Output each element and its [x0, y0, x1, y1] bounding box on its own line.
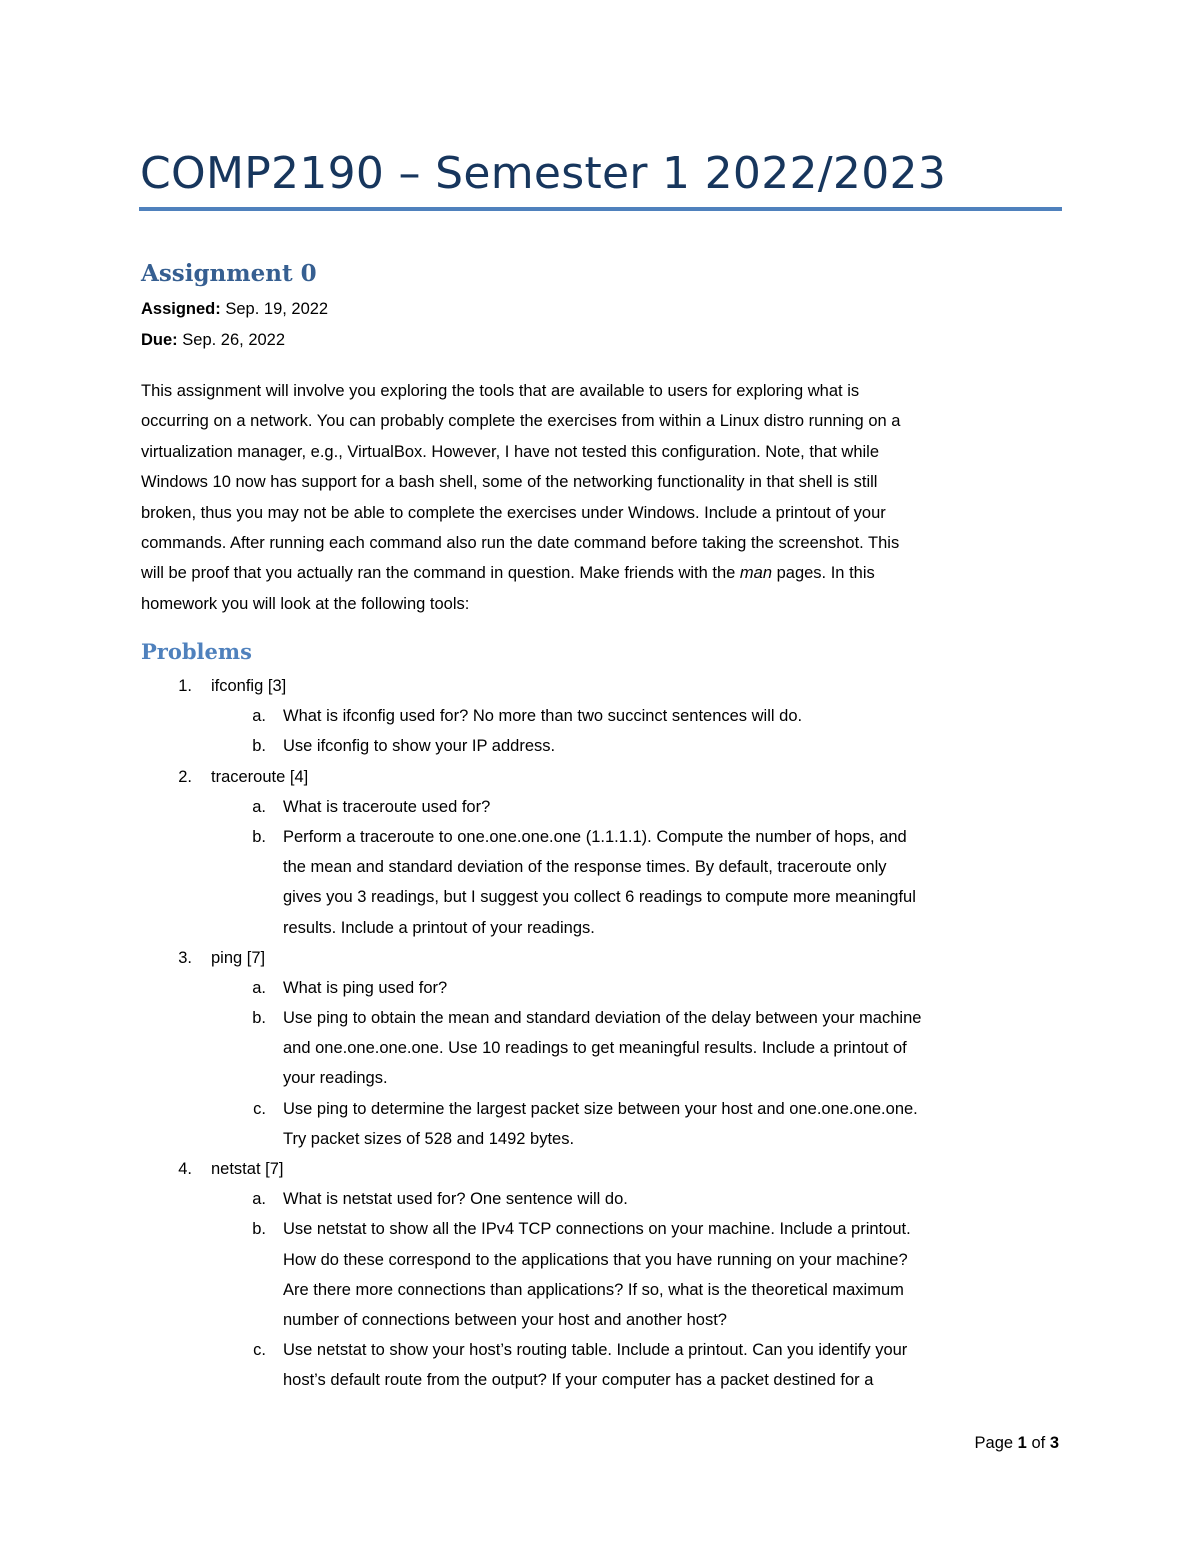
problem-title: traceroute [4]	[211, 767, 309, 786]
subquestion	[0, 731, 1200, 761]
assigned-date: Sep. 19, 2022	[225, 300, 329, 318]
subquestion-text	[283, 1003, 1073, 1094]
subquestion-line: your readings.	[283, 1069, 388, 1088]
problem-number: 1.	[178, 677, 192, 695]
due-label: Due:	[141, 331, 178, 349]
assigned-date-line	[141, 299, 328, 319]
assignment-heading: Assignment 0	[141, 260, 317, 287]
assigned-label: Assigned:	[141, 300, 221, 318]
due-date: Sep. 26, 2022	[182, 331, 286, 349]
subquestion-line: How do these correspond to the applications that you have running on your machine?	[283, 1250, 908, 1269]
subquestion	[0, 1094, 1200, 1154]
problem-title: ping [7]	[211, 948, 266, 967]
intro-line: This assignment will involve you exploring the tools that are available to users for exploring what is	[141, 382, 860, 400]
subquestion	[0, 701, 1200, 731]
problem-item	[0, 671, 1200, 701]
intro-paragraph	[141, 376, 1071, 619]
subquestion-text	[283, 1184, 1073, 1214]
subquestion-letter: a.	[252, 707, 266, 726]
subquestion-line: number of connections between your host and another host?	[283, 1310, 727, 1329]
subquestion-text	[283, 1335, 1073, 1395]
subquestion-letter: b.	[252, 827, 266, 846]
problems-list	[0, 671, 1200, 1396]
subquestion-line: Use netstat to show your host’s routing table. Include a printout. Can you identify your	[283, 1341, 908, 1360]
subquestion-line: gives you 3 readings, but I suggest you collect 6 readings to compute more meaningful	[283, 888, 916, 907]
subquestion-text	[283, 822, 1073, 943]
intro-line: broken, thus you may not be able to complete the exercises under Windows. Include a printout of your	[141, 503, 886, 522]
subquestion-line: Use ping to obtain the mean and standard deviation of the delay between your machine	[283, 1009, 922, 1028]
page-word: Page	[974, 1434, 1014, 1452]
subquestion-line: What is ping used for?	[283, 978, 448, 997]
intro-line: homework you will look at the following tools:	[141, 594, 470, 613]
problem-title: netstat [7]	[211, 1160, 284, 1178]
problem-number: 3.	[178, 948, 192, 967]
subquestion-line: Try packet sizes of 528 and 1492 bytes.	[283, 1129, 575, 1148]
page-number	[975, 1432, 1059, 1454]
subquestion-line: the mean and standard deviation of the response times. By default, traceroute only	[283, 858, 887, 877]
subquestion-line: Are there more connections than applications? If so, what is the theoretical maximum	[283, 1280, 904, 1299]
problem-item	[0, 1154, 1200, 1184]
page-current: 1	[1017, 1434, 1027, 1452]
intro-line: virtualization manager, e.g., VirtualBox. However, I have not tested this configuration. Note, that while	[141, 442, 880, 461]
subquestion-line: Perform a traceroute to one.one.one.one (1.1.1.1). Compute the number of hops, and	[283, 827, 907, 846]
subquestion	[0, 1184, 1200, 1214]
problem-number: 4.	[178, 1160, 192, 1178]
subquestion-line: Use ping to determine the largest packet size between your host and one.one.one.one.	[283, 1099, 918, 1118]
subquestion-letter: a.	[252, 797, 266, 816]
problem-number: 2.	[178, 767, 192, 786]
subquestion-line: What is netstat used for? One sentence will do.	[283, 1190, 628, 1209]
subquestion-text	[283, 973, 1073, 1003]
subquestion-letter: c.	[253, 1341, 266, 1360]
document-title: COMP2190 – Semester 1 2022/2023	[140, 148, 947, 199]
subquestion	[0, 1003, 1200, 1094]
intro-line-tail: pages. In this	[772, 564, 875, 583]
subquestion-letter: b.	[252, 1009, 266, 1028]
subquestion-line: and one.one.one.one. Use 10 readings to get meaningful results. Include a printout of	[283, 1039, 907, 1058]
subquestion	[0, 822, 1200, 943]
title-underline	[139, 207, 1062, 211]
subquestion-line: What is ifconfig used for? No more than two succinct sentences will do.	[283, 707, 803, 726]
subquestion-line: results. Include a printout of your readings.	[283, 918, 595, 937]
intro-line	[141, 558, 1071, 588]
subquestion-line: host’s default route from the output? If your computer has a packet destined for a	[283, 1371, 874, 1390]
subquestion	[0, 792, 1200, 822]
subquestion-text	[283, 701, 1073, 731]
problem-item	[0, 762, 1200, 792]
subquestion-letter: b.	[252, 1220, 266, 1239]
problems-heading: Problems	[141, 639, 252, 664]
subquestion-text	[283, 731, 1073, 761]
subquestion-letter: c.	[253, 1099, 266, 1118]
subquestion	[0, 973, 1200, 1003]
intro-line: Windows 10 now has support for a bash shell, some of the networking functionality in that shell is still	[141, 473, 878, 492]
page-total: 3	[1049, 1434, 1059, 1452]
subquestion-letter: a.	[252, 1190, 266, 1209]
subquestion-text	[283, 1094, 1073, 1154]
intro-line: commands. After running each command also run the date command before taking the screenshot. This	[141, 534, 900, 553]
subquestion	[0, 1335, 1200, 1395]
subquestion-text	[283, 792, 1073, 822]
subquestion-line: Use netstat to show all the IPv4 TCP connections on your machine. Include a printout.	[283, 1220, 911, 1239]
problem-title: ifconfig [3]	[211, 677, 287, 695]
subquestion-line: Use ifconfig to show your IP address.	[283, 737, 556, 756]
subquestion	[0, 1214, 1200, 1335]
man-italic-text: man	[739, 564, 773, 583]
subquestion-line: What is traceroute used for?	[283, 797, 491, 816]
subquestion-letter: b.	[252, 737, 266, 756]
due-date-line	[141, 330, 285, 350]
intro-line: occurring on a network. You can probably complete the exercises from within a Linux distro running on a	[141, 412, 901, 431]
problem-item	[0, 943, 1200, 973]
subquestion-letter: a.	[252, 978, 266, 997]
of-word: of	[1031, 1434, 1046, 1452]
subquestion-text	[283, 1214, 1073, 1335]
intro-line-text: will be proof that you actually ran the command in question. Make friends with the	[141, 564, 740, 583]
